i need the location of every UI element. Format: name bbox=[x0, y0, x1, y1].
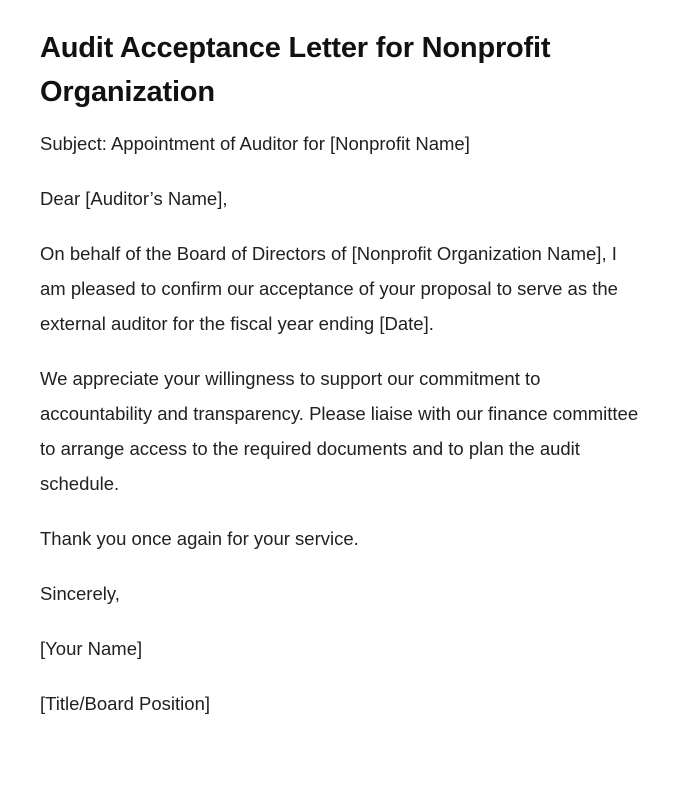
subject-line: Subject: Appointment of Auditor for [Nonprofit Name] bbox=[40, 133, 470, 154]
signoff: Sincerely, bbox=[40, 583, 120, 604]
salutation: Dear [Auditor’s Name], bbox=[40, 188, 228, 209]
letter-title: Audit Acceptance Letter for Nonprofit Organization bbox=[40, 32, 551, 108]
body-paragraph-2: We appreciate your willingness to support our commitment to accountability and transparency. Please liaise with our finance committee to arrange access to the required documents and to plan the audit schedule. bbox=[40, 368, 639, 494]
closing-thanks: Thank you once again for your service. bbox=[40, 528, 359, 549]
signature-name: [Your Name] bbox=[40, 638, 143, 659]
body-paragraph-1: On behalf of the Board of Directors of [Nonprofit Organization Name], I am pleased to confirm our acceptance of your proposal to serve as the external auditor for the fiscal year ending [Date]. bbox=[40, 243, 618, 334]
signature-title: [Title/Board Position] bbox=[40, 693, 211, 714]
